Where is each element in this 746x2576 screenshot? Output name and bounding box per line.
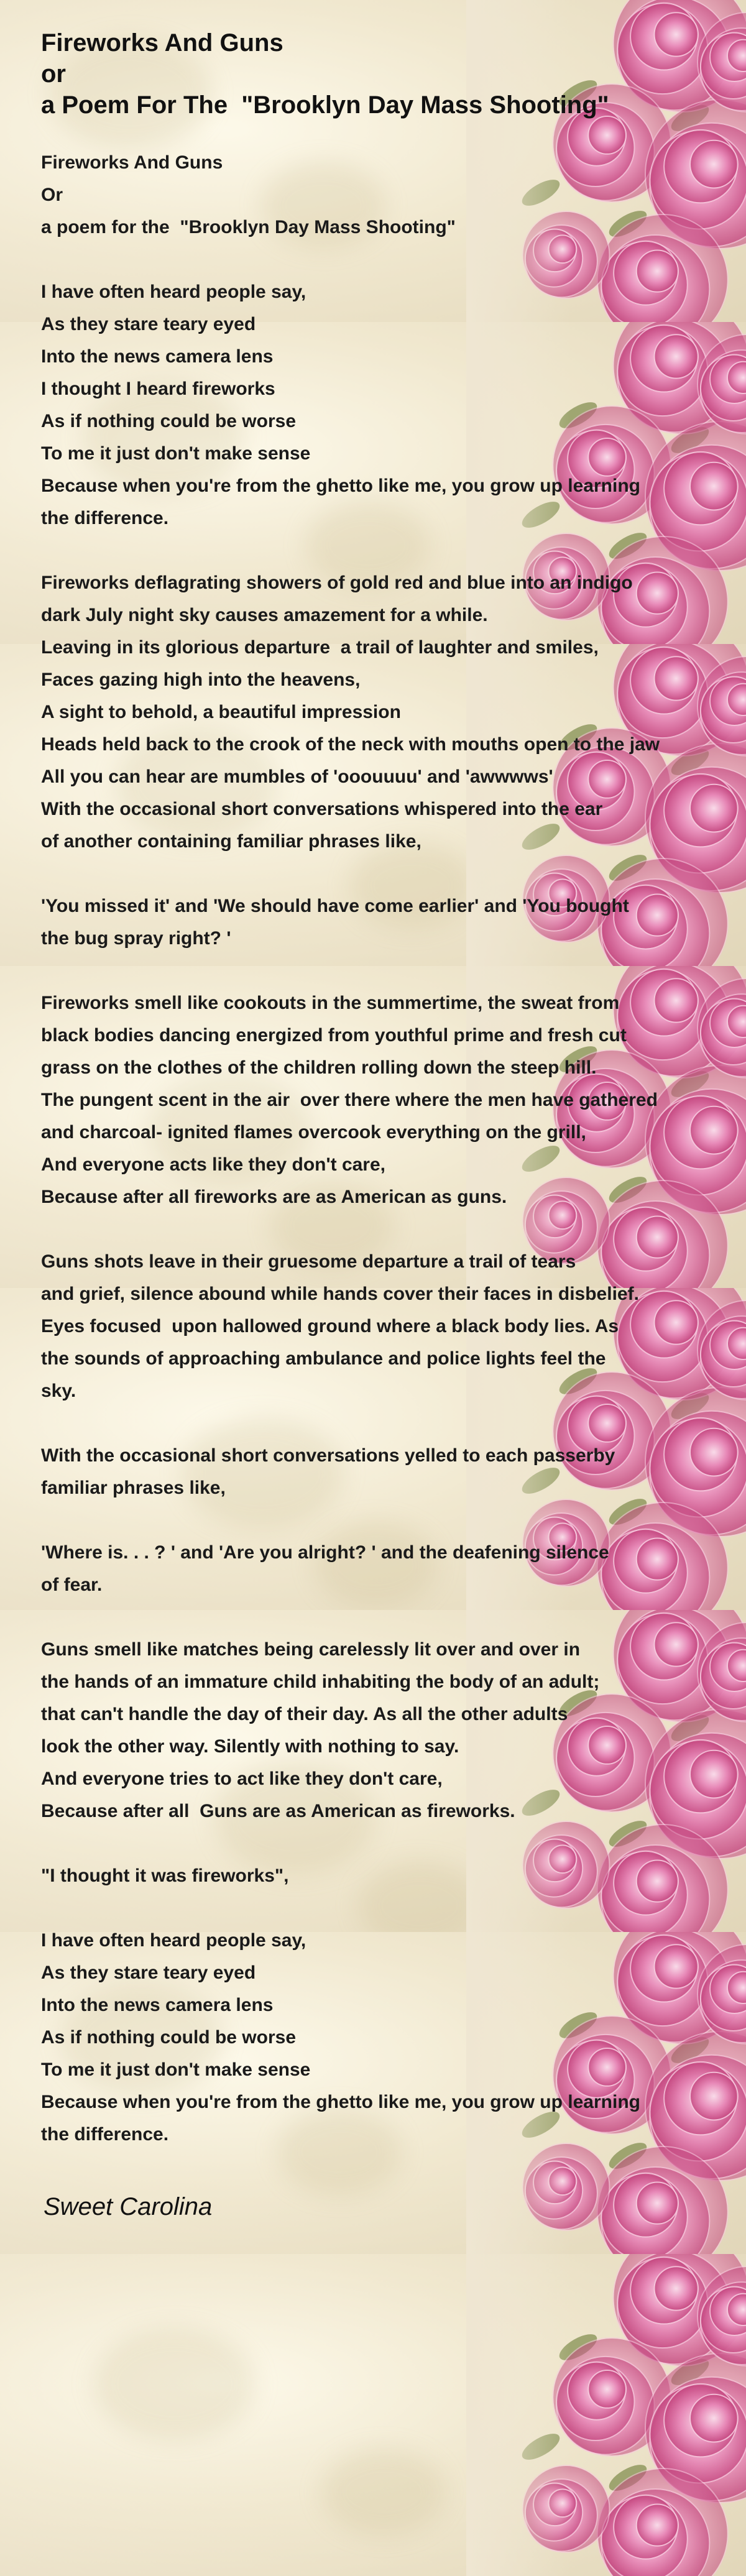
poem-line: grass on the clothes of the children rolling down the steep hill. — [41, 1052, 731, 1084]
poem-line: sky. — [41, 1375, 731, 1407]
title-line: Fireworks And Guns — [41, 27, 731, 58]
poem-line: And everyone acts like they don't care, — [41, 1149, 731, 1181]
title-line: or — [41, 58, 731, 90]
poem-line: dark July night sky causes amazement for a while. — [41, 599, 731, 632]
title-line: a Poem For The "Brooklyn Day Mass Shooting" — [41, 90, 731, 121]
poem-line: Guns smell like matches being carelessly lit over and over in — [41, 1634, 731, 1666]
rose-bouquet-icon — [466, 2254, 746, 2576]
poem-line: Fireworks deflagrating showers of gold red and blue into an indigo — [41, 567, 731, 599]
stanza — [41, 987, 731, 1213]
poem-line: 'You missed it' and 'We should have come earlier' and 'You bought — [41, 890, 731, 922]
stanza — [41, 1634, 731, 1828]
poem-title — [41, 27, 731, 121]
poem-line: Eyes focused upon hallowed ground where a black body lies. As — [41, 1310, 731, 1343]
poem-line: I have often heard people say, — [41, 276, 731, 308]
paper-stain — [321, 2449, 446, 2536]
stanza — [41, 276, 731, 535]
poem-line: A sight to behold, a beautiful impression — [41, 696, 731, 729]
poem-line: With the occasional short conversations yelled to each passerby — [41, 1440, 731, 1472]
poem-line: I thought I heard fireworks — [41, 373, 731, 405]
poem-line: With the occasional short conversations whispered into the ear — [41, 793, 731, 826]
stanza — [41, 147, 731, 244]
poem-line: Because when you're from the ghetto like me, you grow up learning — [41, 2086, 731, 2118]
poem-line: a poem for the "Brooklyn Day Mass Shooting" — [41, 211, 731, 244]
poem-line: "I thought it was fireworks", — [41, 1860, 731, 1892]
poem-line: Heads held back to the crook of the neck with mouths open to the jaw — [41, 729, 731, 761]
poem-line: As they stare teary eyed — [41, 308, 731, 341]
poem-line: Because after all Guns are as American as fireworks. — [41, 1795, 731, 1828]
stanza — [41, 1246, 731, 1407]
poem-line: To me it just don't make sense — [41, 2054, 731, 2086]
background-panel — [0, 2254, 746, 2576]
poem-line: I have often heard people say, — [41, 1925, 731, 1957]
poem-line: All you can hear are mumbles of 'ooouuuu' and 'awwwws' — [41, 761, 731, 793]
poem-line: and grief, silence abound while hands cover their faces in disbelief. — [41, 1278, 731, 1310]
poem-line: Guns shots leave in their gruesome departure a trail of tears — [41, 1246, 731, 1278]
poem-content — [41, 27, 731, 2183]
poem-line: of fear. — [41, 1569, 731, 1601]
poem-line: Or — [41, 179, 731, 211]
poem-line: black bodies dancing energized from youthful prime and fresh cut — [41, 1019, 731, 1052]
poem-line: Fireworks And Guns — [41, 147, 731, 179]
poem-line: As they stare teary eyed — [41, 1957, 731, 1989]
poem-line: the difference. — [41, 502, 731, 535]
poem-line: As if nothing could be worse — [41, 405, 731, 438]
stanza — [41, 1537, 731, 1601]
poem-line: the sounds of approaching ambulance and police lights feel the — [41, 1343, 731, 1375]
poem-line: Faces gazing high into the heavens, — [41, 664, 731, 696]
poem-line: Into the news camera lens — [41, 341, 731, 373]
poem-line: Because after all fireworks are as American as guns. — [41, 1181, 731, 1213]
poem-line: And everyone tries to act like they don't care, — [41, 1763, 731, 1795]
stanza — [41, 1440, 731, 1504]
poem-line: The pungent scent in the air over there where the men have gathered — [41, 1084, 731, 1116]
poem-line: that can't handle the day of their day. As all the other adults — [41, 1698, 731, 1731]
stanza — [41, 890, 731, 955]
poem-line: Leaving in its glorious departure a trail of laughter and smiles, — [41, 632, 731, 664]
poem-line: of another containing familiar phrases like, — [41, 826, 731, 858]
poem-line: the hands of an immature child inhabiting the body of an adult; — [41, 1666, 731, 1698]
poem-line: Because when you're from the ghetto like me, you grow up learning — [41, 470, 731, 502]
stanza — [41, 1925, 731, 2151]
stanza — [41, 1860, 731, 1892]
poem-line: 'Where is. . . ? ' and 'Are you alright? ' and the deafening silence — [41, 1537, 731, 1569]
paper-stain — [94, 2328, 256, 2440]
poem-line: Fireworks smell like cookouts in the summertime, the sweat from — [41, 987, 731, 1019]
poem-line: the difference. — [41, 2118, 731, 2151]
poem-line: familiar phrases like, — [41, 1472, 731, 1504]
poem-line: and charcoal- ignited flames overcook everything on the grill, — [41, 1116, 731, 1149]
author-name: Sweet Carolina — [44, 2193, 212, 2221]
poem-line: As if nothing could be worse — [41, 2022, 731, 2054]
poem-line: look the other way. Silently with nothing to say. — [41, 1731, 731, 1763]
poem-line: Into the news camera lens — [41, 1989, 731, 2022]
poem-line: the bug spray right? ' — [41, 922, 731, 955]
stanza — [41, 567, 731, 858]
poem-body — [41, 147, 731, 2151]
poem-line: To me it just don't make sense — [41, 438, 731, 470]
